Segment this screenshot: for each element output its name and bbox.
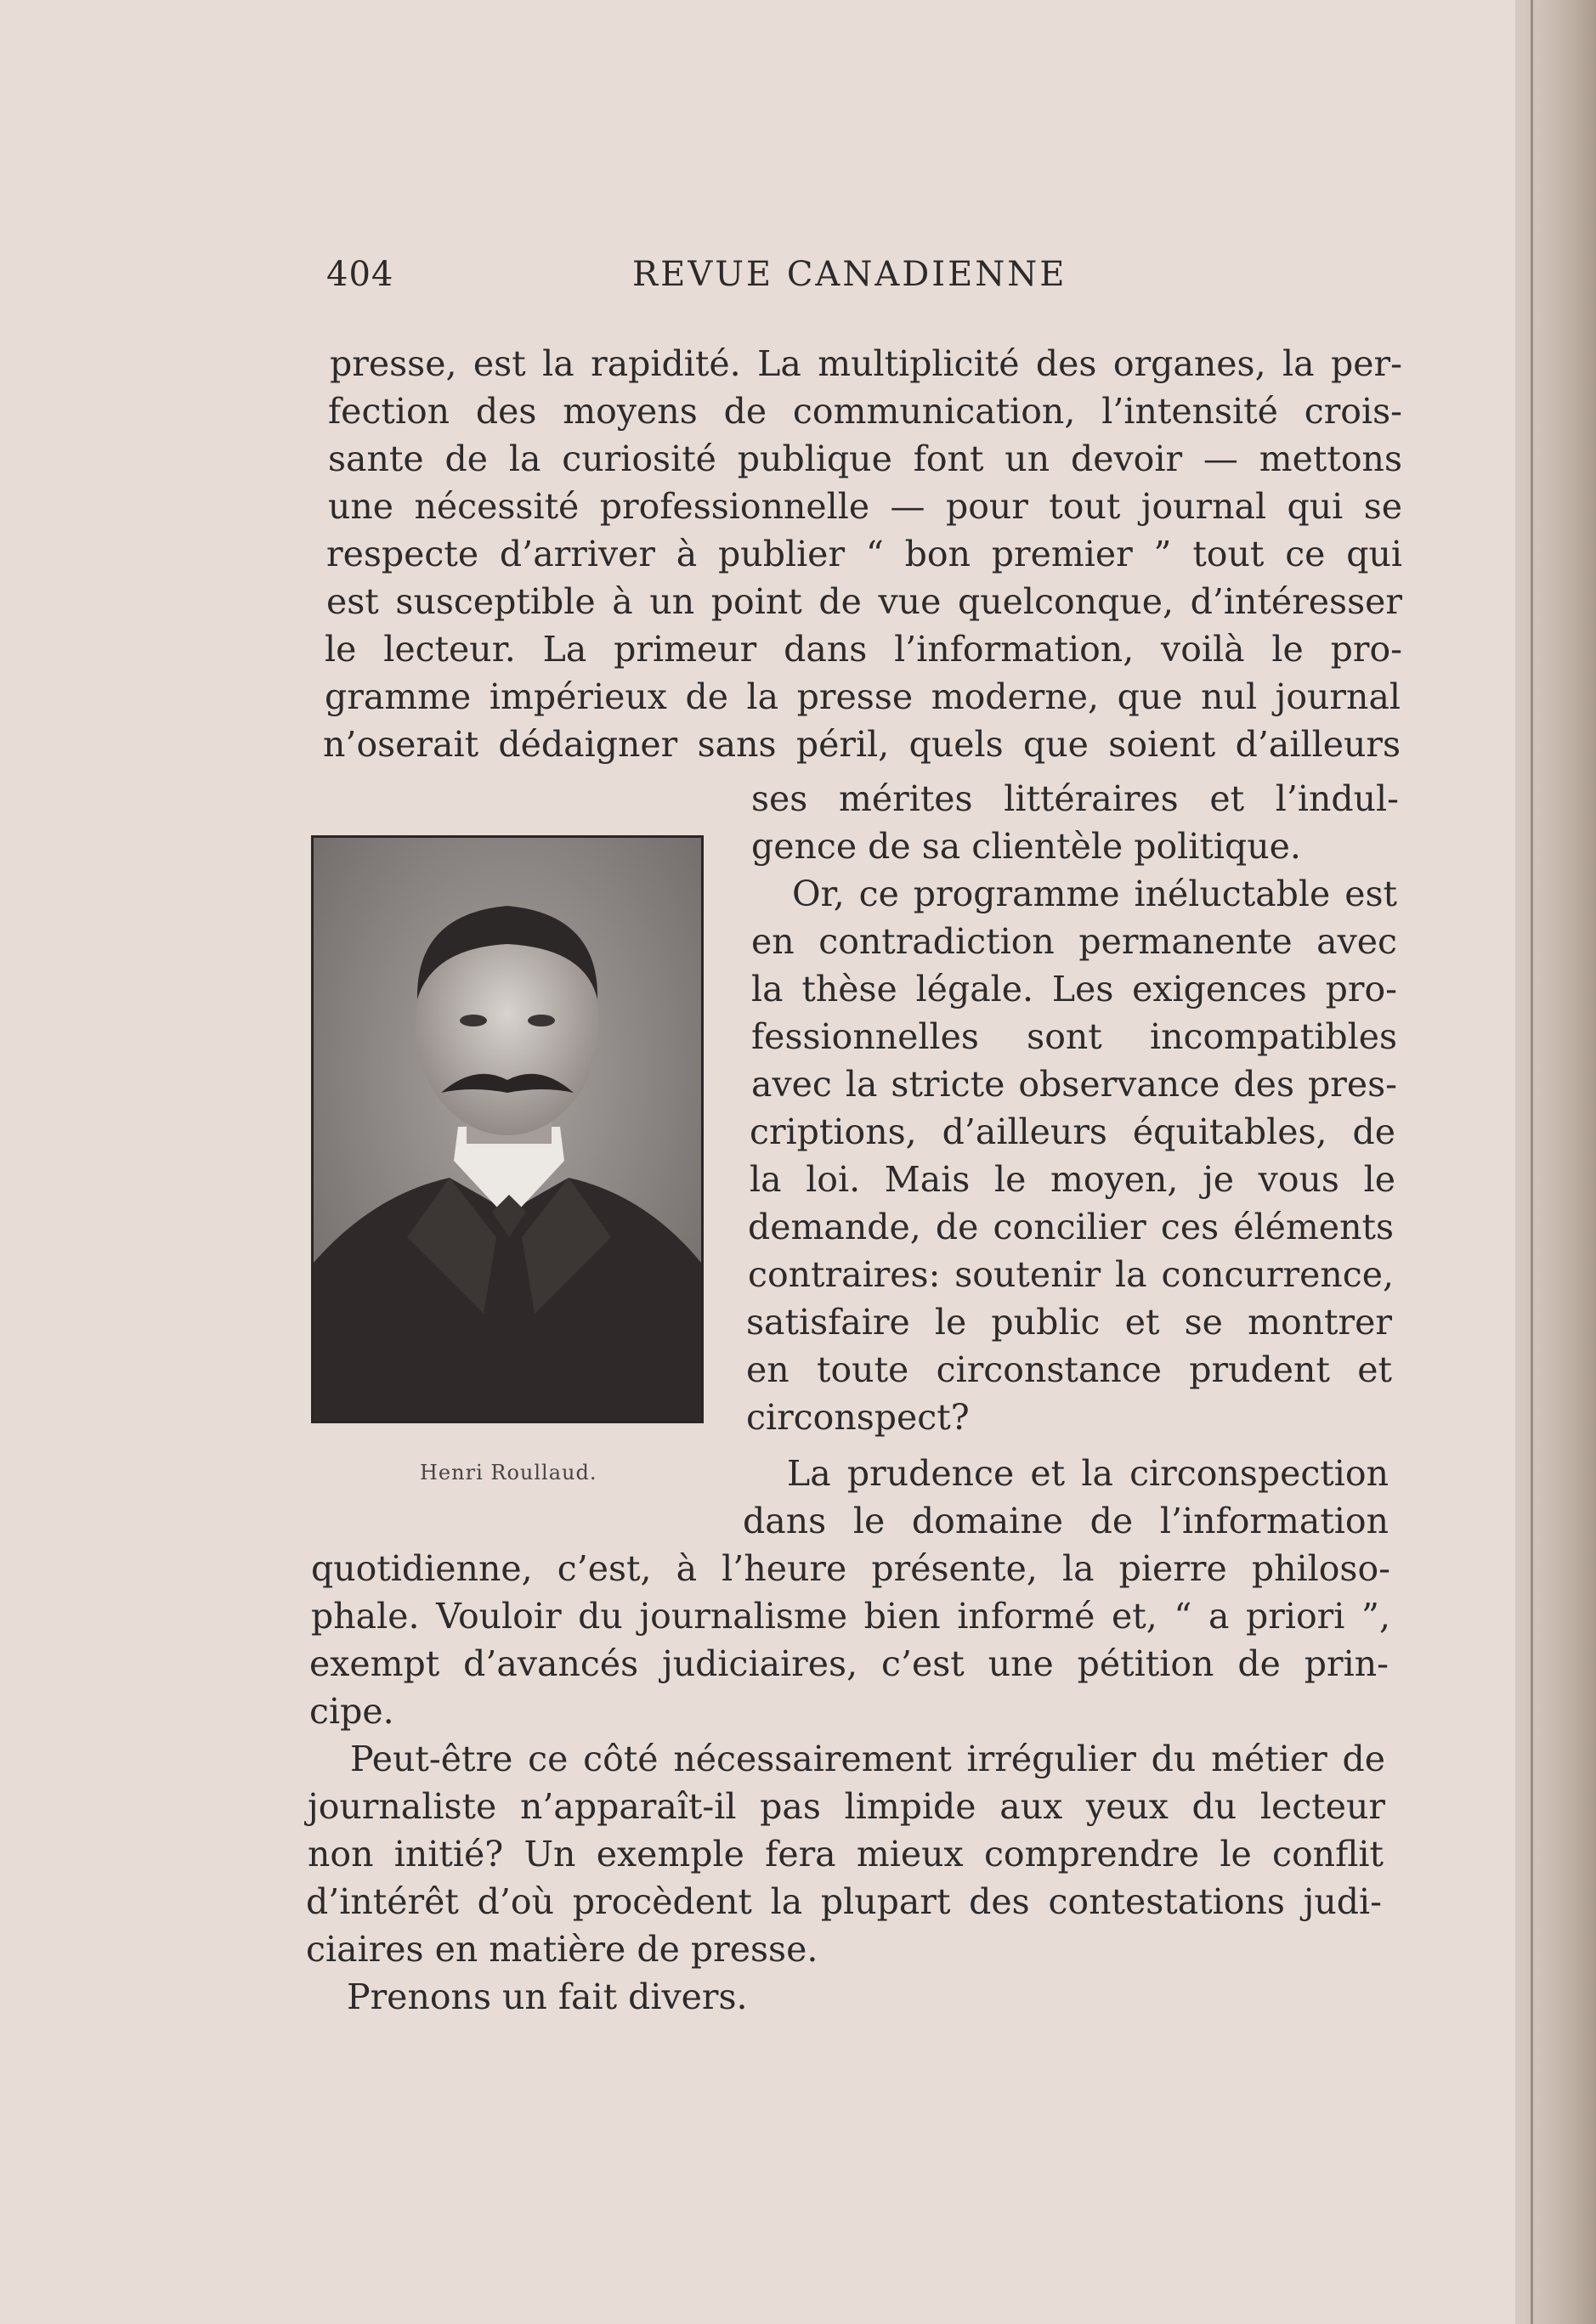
text-line: une nécessité professionnelle — pour tout journal qui se	[328, 486, 1402, 527]
text-line: Or, ce programme inéluctable est	[792, 874, 1397, 914]
page-header	[326, 255, 1108, 306]
running-head: REVUE CANADIENNE	[632, 255, 1067, 294]
text-line: phale. Vouloir du journalisme bien informé et, “ a priori ”,	[311, 1596, 1390, 1637]
page-edge-line	[1531, 0, 1533, 2324]
text-line: sante de la curiosité publique font un devoir — mettons	[328, 438, 1402, 479]
text-line: avec la stricte observance des pres-	[751, 1064, 1397, 1105]
text-line: Prenons un fait divers.	[347, 1976, 748, 2017]
text-line: est susceptible à un point de vue quelconque, d’intéresser	[326, 581, 1402, 622]
text-line: satisfaire le public et se montrer	[746, 1302, 1392, 1343]
text-line: en contradiction permanente avec	[751, 921, 1397, 962]
portrait-photo	[311, 835, 704, 1423]
photo-caption: Henri Roullaud.	[420, 1461, 597, 1484]
text-line: gramme impérieux de la presse moderne, que nul journal	[325, 676, 1401, 717]
text-line: non initié? Un exemple fera mieux comprendre le conflit	[308, 1834, 1384, 1874]
text-line: contraires: soutenir la concurrence,	[748, 1254, 1394, 1295]
text-line: ciaires en matière de presse.	[306, 1929, 818, 1970]
text-line: fessionnelles sont incompatibles	[751, 1016, 1397, 1057]
text-line: cipe.	[309, 1691, 394, 1732]
text-line: le lecteur. La primeur dans l’information, voilà le pro-	[325, 629, 1402, 670]
text-line: la thèse légale. Les exigences pro-	[751, 969, 1397, 1009]
portrait-image	[314, 838, 701, 1421]
text-line: dans le domaine de l’information	[743, 1501, 1389, 1541]
text-line: demande, de concilier ces éléments	[748, 1207, 1394, 1247]
text-line: n’oserait dédaigner sans péril, quels que soient d’ailleurs	[323, 724, 1401, 765]
text-line: respecte d’arriver à publier “ bon premier ” tout ce qui	[326, 534, 1402, 574]
text-line: la loi. Mais le moyen, je vous le	[750, 1159, 1395, 1200]
text-line: criptions, d’ailleurs équitables, de	[750, 1111, 1395, 1152]
text-line: exempt d’avancés judiciaires, c’est une pétition de prin-	[309, 1643, 1389, 1684]
text-line: journaliste n’apparaît-il pas limpide aux yeux du lecteur	[308, 1786, 1385, 1827]
text-line: Peut-être ce côté nécessairement irrégulier du métier de	[350, 1739, 1385, 1779]
page-number: 404	[326, 255, 394, 294]
text-line: ses mérites littéraires et l’indul-	[751, 778, 1399, 819]
text-line: presse, est la rapidité. La multiplicité des organes, la per-	[330, 343, 1402, 384]
text-line: gence de sa clientèle politique.	[751, 826, 1301, 867]
text-line: fection des moyens de communication, l’intensité crois-	[328, 391, 1402, 432]
text-line: en toute circonstance prudent et	[746, 1349, 1392, 1390]
text-line: quotidienne, c’est, à l’heure présente, la pierre philoso-	[311, 1548, 1390, 1589]
page-edge	[1515, 0, 1596, 2324]
text-line: La prudence et la circonspection	[787, 1453, 1389, 1494]
text-line: d’intérêt d’où procèdent la plupart des contestations judi-	[306, 1881, 1382, 1922]
text-line: circonspect?	[746, 1397, 970, 1438]
